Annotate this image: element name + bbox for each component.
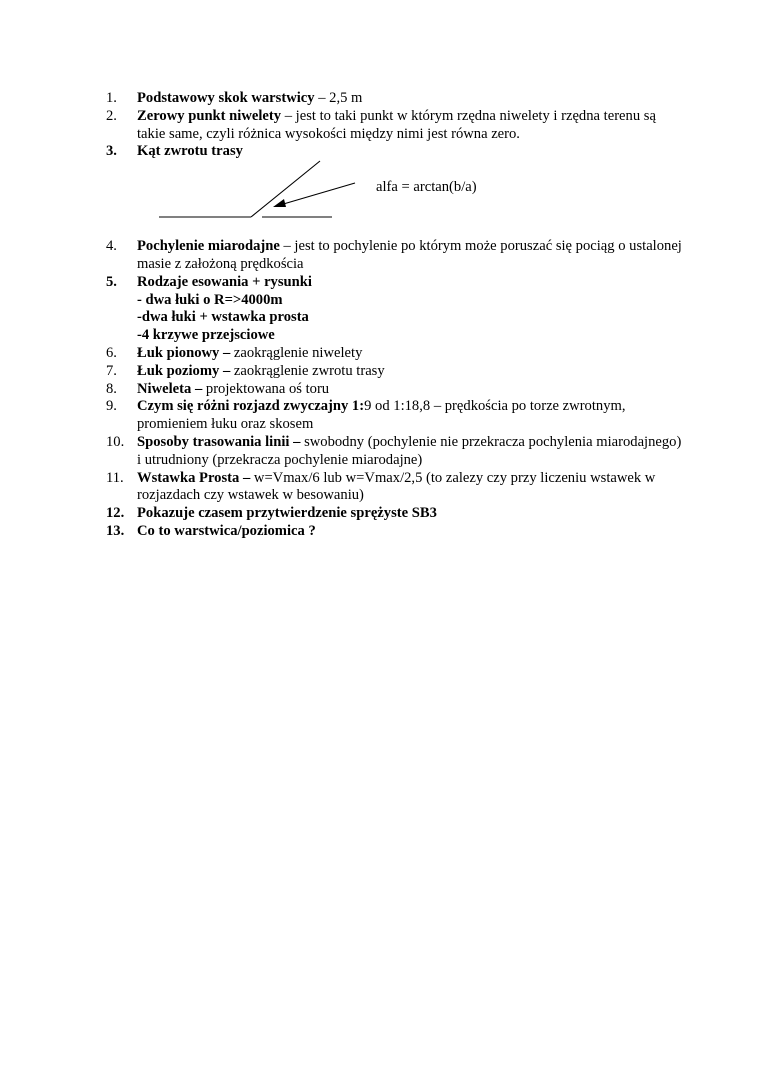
list-item-10 [106, 434, 686, 470]
item-number: 3. [106, 143, 117, 160]
item-text: – jest to taki punkt w którym rzędna niwelety i rzędna terenu są takie same, czyli różnica wysokości między nimi jest równa zero. [137, 107, 656, 142]
numbered-list [106, 90, 686, 541]
item-term: Zerowy punkt niwelety [137, 107, 282, 124]
list-item-5 [106, 274, 686, 345]
item-number: 12. [106, 505, 125, 522]
item-number: 7. [106, 362, 117, 379]
item-text: w=Vmax/6 lub w=Vmax/2,5 (to zalezy czy przy liczeniu wstawek w rozjazdach czy wstawek w besowaniu) [137, 469, 656, 504]
item-term: Łuk pionowy – [137, 344, 231, 361]
subitem: -dwa łuki + wstawka prosta [137, 309, 309, 326]
subitem: -4 krzywe przejsciowe [137, 327, 275, 344]
list-item-7 [106, 363, 686, 381]
item-term: Pochylenie miarodajne [137, 238, 280, 255]
item-text: 9 od 1:18,8 – prędkościa po torze zwrotnym, promieniem łuku oraz skosem [137, 398, 626, 433]
diagram-spacer [106, 161, 686, 238]
item-term: Pokazuje czasem przytwierdzenie sprężyste SB3 [137, 505, 437, 522]
item-text: swobodny (pochylenie nie przekracza pochylenia miarodajnego) i utrudniony (przekracza pochylenie miarodajne) [137, 433, 682, 468]
list-item-13 [106, 523, 686, 541]
item-number: 11. [106, 469, 124, 486]
list-item-12 [106, 505, 686, 523]
item-number: 4. [106, 238, 117, 255]
list-item-8 [106, 381, 686, 399]
subitem: - dwa łuki o R=>4000m [137, 291, 283, 308]
item-number: 10. [106, 433, 125, 450]
item-term: Podstawowy skok warstwicy [137, 90, 315, 106]
list-item-9 [106, 398, 686, 434]
list-item-2 [106, 108, 686, 144]
item-term: Sposoby trasowania linii – [137, 433, 301, 450]
item-term: Co to warstwica/poziomica ? [137, 522, 316, 539]
item-number: 5. [106, 273, 117, 290]
item-text: – 2,5 m [314, 90, 363, 106]
item-term: Czym się różni rozjazd zwyczajny 1: [137, 398, 365, 415]
item-text: projektowana oś toru [202, 380, 330, 397]
item-number: 1. [106, 90, 117, 106]
item-term: Rodzaje esowania + rysunki [137, 273, 312, 290]
item-term: Kąt zwrotu trasy [137, 143, 243, 160]
item-number: 6. [106, 344, 117, 361]
list-item-3 [106, 143, 686, 161]
list-item-4 [106, 238, 686, 274]
item-number: 8. [106, 380, 117, 397]
item-term: Niweleta – [137, 380, 203, 397]
item-term: Łuk poziomy – [137, 362, 231, 379]
item-text: zaokrąglenie zwrotu trasy [230, 362, 385, 379]
item-number: 9. [106, 398, 117, 415]
list-item-11 [106, 470, 686, 506]
item-text: zaokrąglenie niwelety [230, 344, 363, 361]
item-number: 13. [106, 522, 125, 539]
item-term: Wstawka Prosta – [137, 469, 251, 486]
list-item-6 [106, 345, 686, 363]
list-item-1 [106, 90, 686, 108]
diagram-formula: alfa = arctan(b/a) [376, 179, 477, 195]
item-text: – jest to pochylenie po którym może poruszać się pociąg o ustalonej masie z założoną prędkościa [137, 238, 682, 272]
item-number: 2. [106, 107, 117, 124]
